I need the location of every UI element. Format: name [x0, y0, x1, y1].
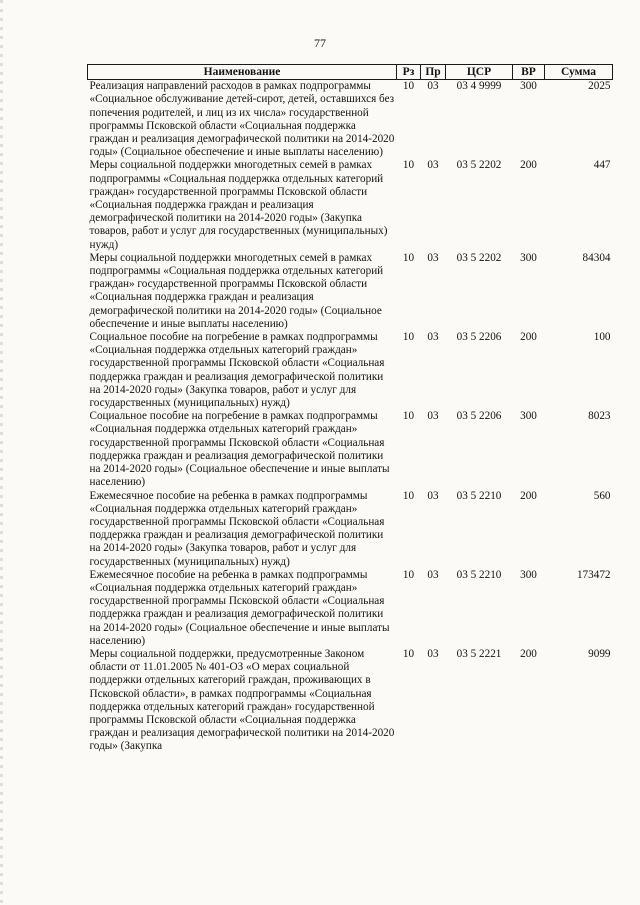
- column-header-rz: Рз: [397, 65, 421, 80]
- row-pr: 03: [427, 80, 439, 93]
- column-header-csr: ЦСР: [446, 65, 513, 80]
- table-row: [88, 159, 613, 251]
- row-vr: 200: [520, 159, 537, 172]
- row-vr: 200: [520, 489, 537, 502]
- row-vr: 300: [520, 410, 537, 423]
- page-number: 77: [314, 36, 326, 50]
- scan-edge: [0, 0, 3, 905]
- row-sum: 173472: [576, 568, 611, 581]
- column-header-sum: Сумма: [545, 65, 613, 80]
- row-rz: 10: [402, 80, 415, 93]
- row-vr: 300: [520, 80, 537, 93]
- row-pr: 03: [427, 159, 439, 172]
- row-sum: 560: [593, 489, 611, 502]
- row-pr: 03: [427, 410, 439, 423]
- row-rz: 10: [402, 159, 415, 172]
- row-name: Социальное пособие на погребение в рамках подпрограммы «Социальная поддержка отдельных категорий граждан» государственной программы Псковской области «Социальная поддержка граждан и реализация демографической политики на 2014-2020 годы» (Закупка товаров, работ и услуг для государственных (муниципальных) нужд): [89, 331, 385, 410]
- row-pr: 03: [427, 331, 439, 344]
- row-csr: 03 4 9999: [456, 80, 502, 93]
- column-header-vr: ВР: [513, 65, 545, 80]
- table-row: [88, 80, 613, 160]
- column-header-name: Наименование: [88, 65, 397, 80]
- row-rz: 10: [402, 489, 415, 502]
- row-sum: 447: [593, 159, 611, 172]
- budget-table: [87, 64, 613, 754]
- row-csr: 03 5 2202: [456, 251, 502, 264]
- row-sum: 100: [593, 331, 611, 344]
- row-name: Реализация направлений расходов в рамках подпрограммы «Социальное обслуживание детей-сирот, детей, оставшихся без попечения родителей, и лиц из их числа» государственной программы Псковской области «Социальная поддержка граждан и реализация демографической политики на 2014-2020 годы» (Социальное обеспечение и иные выплаты населению): [89, 80, 395, 159]
- row-name: Меры социальной поддержки многодетных семей в рамках подпрограммы «Социальная поддержка отдельных категорий граждан» государственной программы Псковской области «Социальная поддержка граждан и реализация демографической политики на 2014-2020 годы» (Закупка товаров, работ и услуг для государственных (муниципальных) нужд): [89, 159, 388, 251]
- row-sum: 9099: [588, 647, 611, 660]
- row-csr: 03 5 2206: [456, 410, 502, 423]
- row-vr: 200: [520, 647, 537, 660]
- row-rz: 10: [402, 647, 415, 660]
- row-name: Ежемесячное пособие на ребенка в рамках подпрограммы «Социальная поддержка отдельных категорий граждан» государственной программы Псковской области «Социальная поддержка граждан и реализация демографической политики на 2014-2020 годы» (Социальное обеспечение и иные выплаты населению): [89, 568, 390, 647]
- row-rz: 10: [402, 568, 415, 581]
- table-row: [88, 331, 613, 410]
- row-name: Меры социальной поддержки, предусмотренные Законом области от 11.01.2005 № 401-ОЗ «О мерах социальной поддержки отдельных категорий граждан, проживающих в Псковской области», в рамках подпрограммы «Социальная поддержка отдельных категорий граждан» государственной программы Псковской области «Социальная поддержка граждан и реализация демографической политики на 2014-2020 годы» (Закупка: [89, 647, 395, 753]
- row-rz: 10: [402, 410, 415, 423]
- row-rz: 10: [402, 251, 415, 264]
- table-row: [88, 569, 613, 648]
- table-row: [88, 252, 613, 331]
- row-vr: 300: [520, 568, 537, 581]
- row-pr: 03: [427, 251, 439, 264]
- column-header-pr: Пр: [421, 65, 446, 80]
- row-vr: 200: [520, 331, 537, 344]
- row-csr: 03 5 2210: [456, 489, 502, 502]
- row-sum: 2025: [588, 80, 611, 93]
- row-pr: 03: [427, 568, 439, 581]
- table-row: [88, 648, 613, 754]
- row-sum: 8023: [588, 410, 611, 423]
- table-header-row: [88, 65, 613, 80]
- row-vr: 300: [520, 251, 537, 264]
- row-rz: 10: [402, 331, 415, 344]
- row-name: Социальное пособие на погребение в рамках подпрограммы «Социальная поддержка отдельных категорий граждан» государственной программы Псковской области «Социальная поддержка граждан и реализация демографической политики на 2014-2020 годы» (Социальное обеспечение и иные выплаты населению): [89, 410, 390, 489]
- row-sum: 84304: [582, 251, 611, 264]
- row-csr: 03 5 2202: [456, 159, 502, 172]
- row-csr: 03 5 2210: [456, 568, 502, 581]
- row-pr: 03: [427, 489, 439, 502]
- table-row: [88, 410, 613, 489]
- row-name: Меры социальной поддержки многодетных семей в рамках подпрограммы «Социальная поддержка отдельных категорий граждан» государственной программы Псковской области «Социальная поддержка граждан и реализация демографической политики на 2014-2020 годы» (Социальное обеспечение и иные выплаты населению): [89, 251, 384, 330]
- table-row: [88, 490, 613, 569]
- row-pr: 03: [427, 647, 439, 660]
- row-name: Ежемесячное пособие на ребенка в рамках подпрограммы «Социальная поддержка отдельных категорий граждан» государственной программы Псковской области «Социальная поддержка граждан и реализация демографической политики на 2014-2020 годы» (Закупка товаров, работ и услуг для государственных (муниципальных) нужд): [89, 489, 385, 568]
- row-csr: 03 5 2221: [456, 647, 502, 660]
- row-csr: 03 5 2206: [456, 331, 502, 344]
